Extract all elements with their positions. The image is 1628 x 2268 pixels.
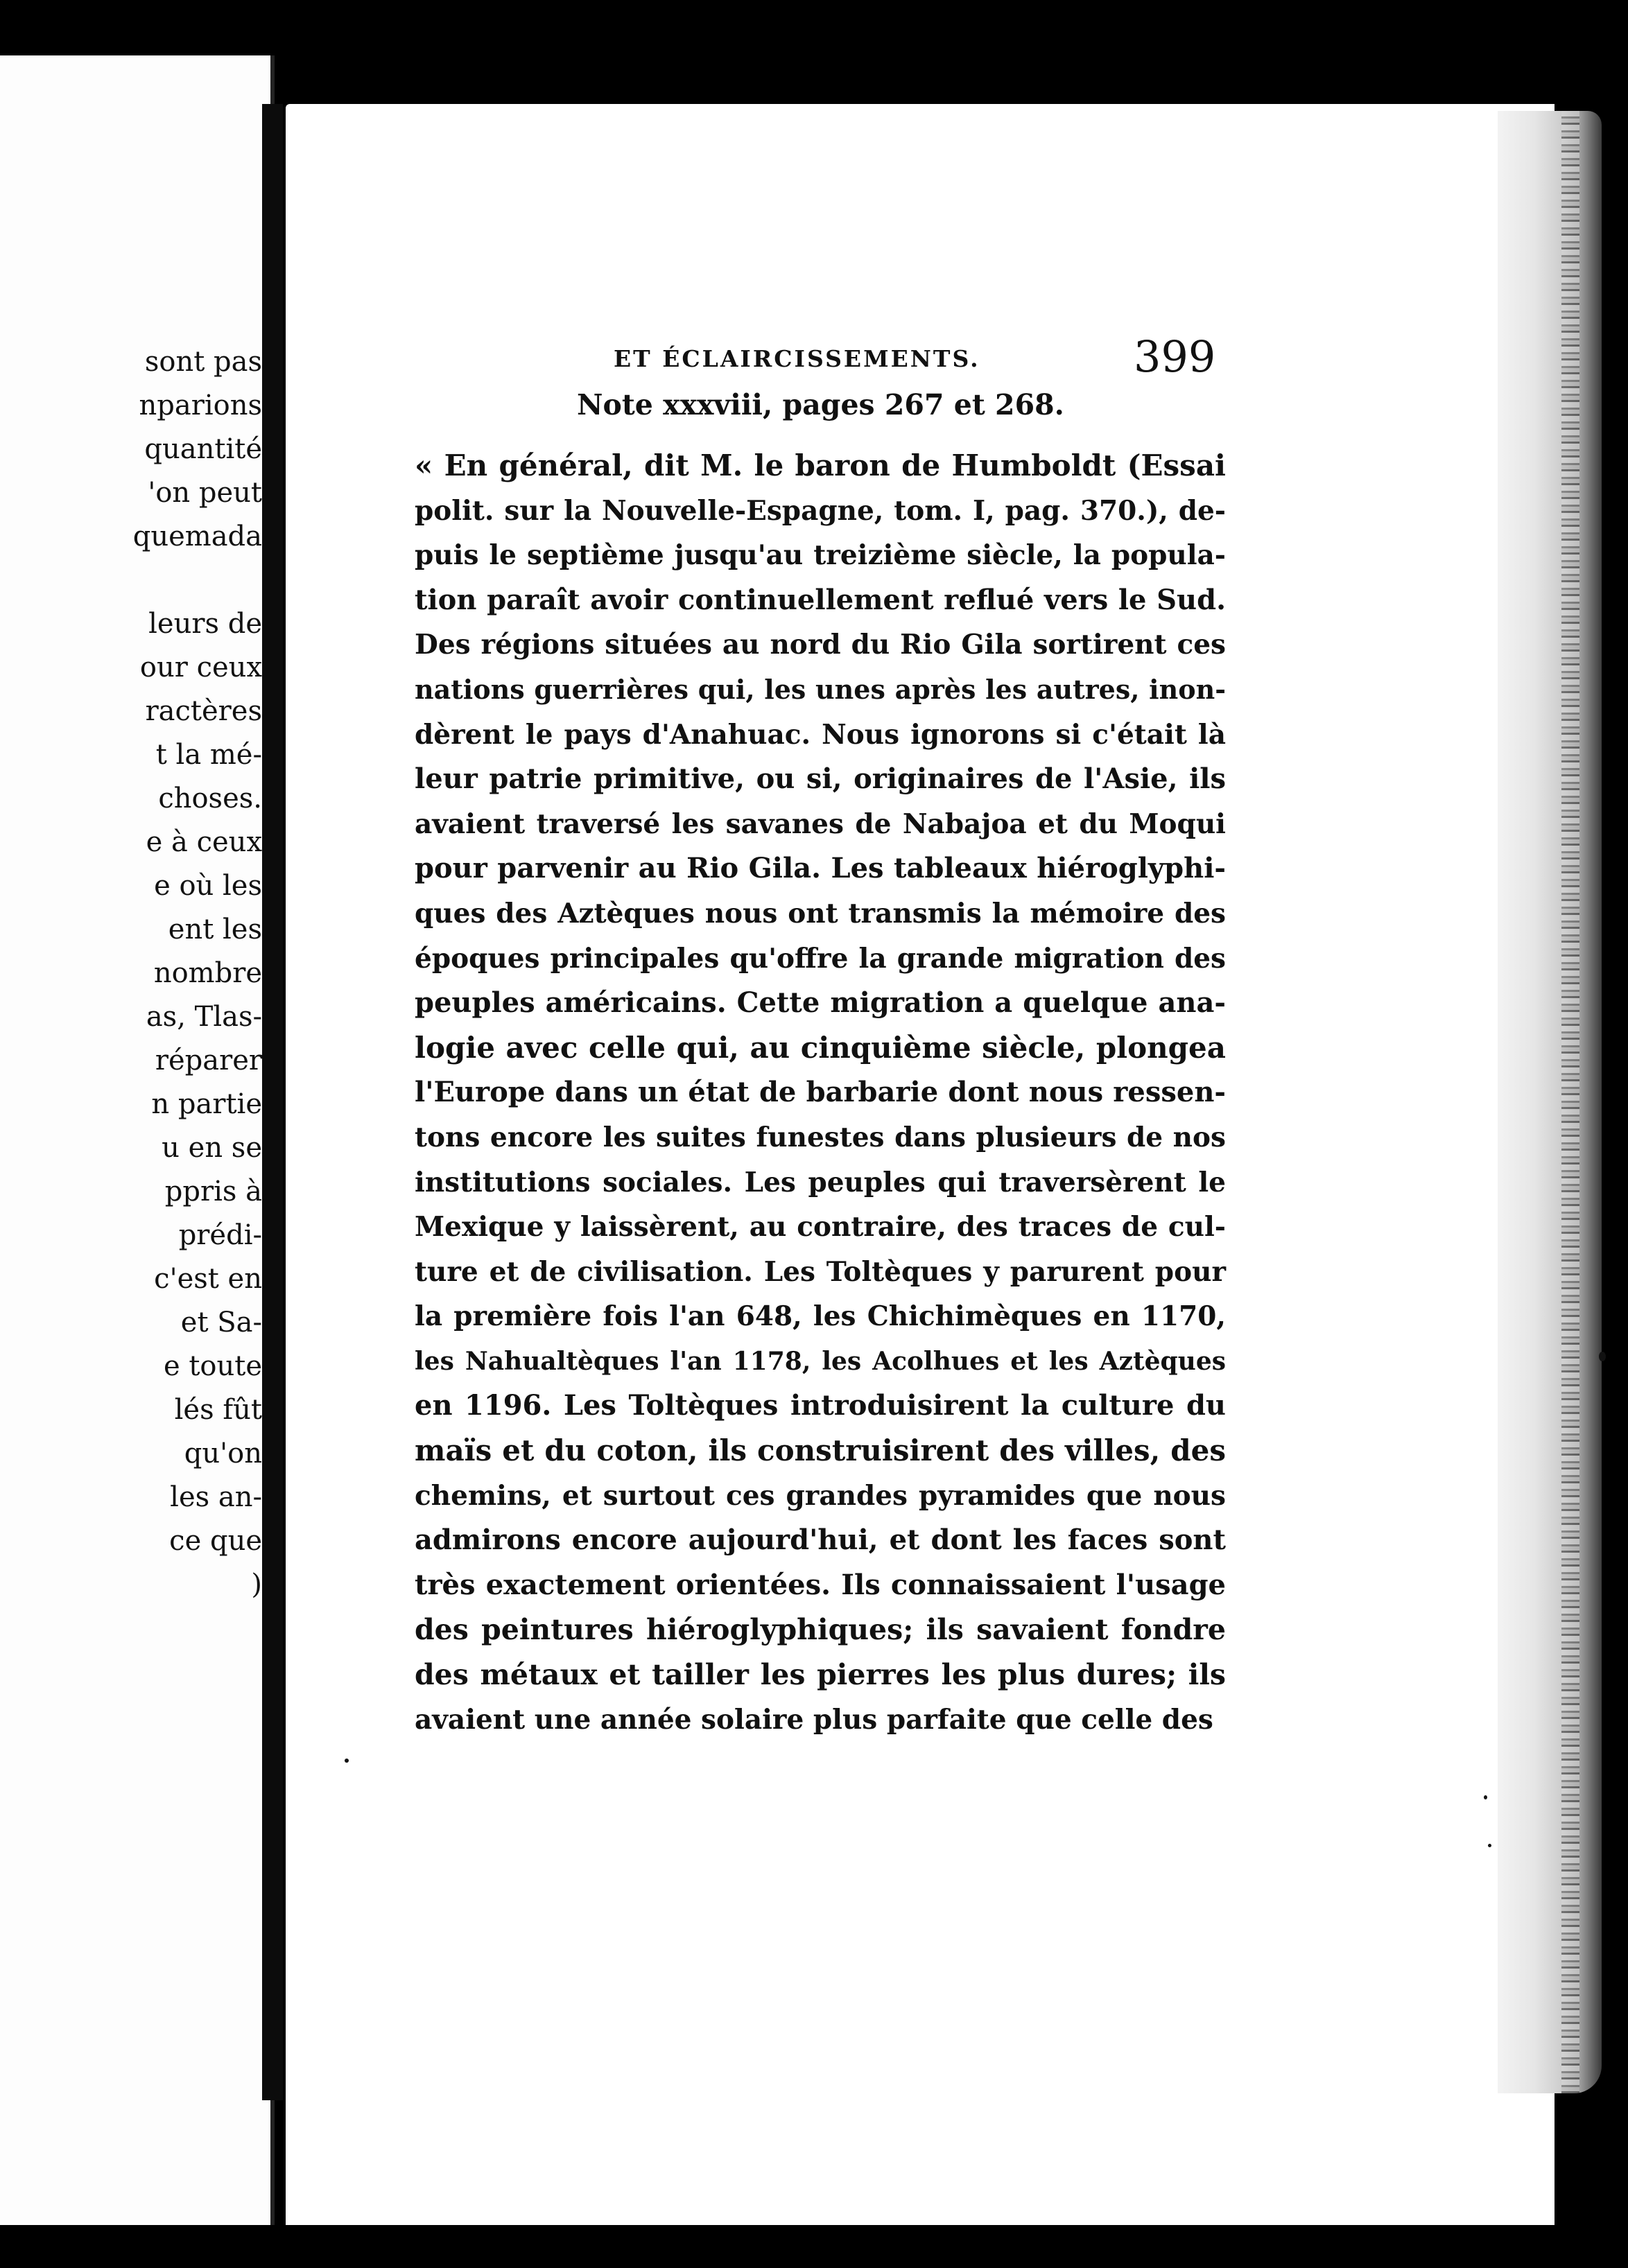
body-line: peuples américains. Cette migration a quelque ana- (415, 986, 1226, 1020)
running-title: ET ÉCLAIRCISSEMENTS. (614, 345, 980, 372)
body-line: ture et de civilisation. Les Toltèques y parurent pour (415, 1255, 1226, 1288)
body-line: tons encore les suites funestes dans plusieurs de nos (415, 1121, 1226, 1153)
body-line: la première fois l'an 648, les Chichimèques en 1170, (415, 1300, 1226, 1333)
left-page-fragment: t la mé- (155, 739, 262, 771)
body-line: l'Europe dans un état de barbarie dont nous ressen- (415, 1076, 1226, 1109)
body-line: ques des Aztèques nous ont transmis la mémoire des (415, 897, 1226, 930)
left-page-fragment: as, Tlas- (146, 1001, 262, 1033)
left-page-fragment: our ceux (139, 652, 262, 683)
left-page-fragment: leurs de (148, 608, 262, 640)
page-number: 399 (1134, 331, 1216, 382)
body-line: nations guerrières qui, les unes après les autres, inon- (415, 673, 1226, 705)
body-line: avaient traversé les savanes de Nabajoa et du Moqui (415, 808, 1226, 840)
ink-speck (1484, 1795, 1487, 1799)
left-page-fragment: ce que (169, 1525, 262, 1557)
body-line: des peintures hiéroglyphiques; ils savaient fondre (415, 1613, 1226, 1647)
body-line: polit. sur la Nouvelle-Espagne, tom. I, pag. 370.), de- (415, 494, 1226, 527)
left-page-fragment: ppris à (164, 1176, 262, 1207)
body-line: Des régions situées au nord du Rio Gila sortirent ces (415, 629, 1226, 661)
left-page-fragment: nombre (153, 957, 262, 989)
body-line: puis le septième jusqu'au treizième siècle, la popula- (415, 539, 1226, 572)
body-line: admirons encore aujourd'hui, et dont les faces sont (415, 1524, 1226, 1557)
note-title: Note xxxviii, pages 267 et 268. (577, 388, 1064, 421)
left-page-fragment: lés fût (174, 1394, 262, 1426)
left-page-fragment: nparions (139, 390, 262, 421)
body-line: dèrent le pays d'Anahuac. Nous ignorons si c'était là (415, 718, 1226, 751)
left-page-fragment: ) (251, 1569, 262, 1600)
body-line: tion paraît avoir continuellement reflué vers le Sud. (415, 583, 1226, 616)
body-line: maïs et du coton, ils construisirent des villes, des (415, 1433, 1226, 1468)
left-page-fragment: u en se (162, 1132, 262, 1164)
body-line: des métaux et tailler les pierres les plus dures; ils (415, 1658, 1226, 1692)
page-edge (1498, 111, 1602, 2093)
left-page-fragment: quemada (132, 521, 262, 552)
left-page-fragment: les an- (170, 1481, 262, 1513)
left-page-fragment: qu'on (184, 1438, 262, 1469)
body-line: « En général, dit M. le baron de Humboldt (Essai (415, 448, 1226, 482)
left-page-fragment: 'on peut (148, 477, 262, 509)
left-page-fragment: e toute (163, 1350, 262, 1382)
ink-speck (345, 1759, 349, 1763)
left-page-fragment: quantité (144, 433, 262, 465)
left-page-fragment: n partie (151, 1088, 262, 1120)
left-page-fragment: e à ceux (146, 826, 262, 858)
ink-speck (1599, 1352, 1606, 1361)
body-line: en 1196. Les Toltèques introduisirent la culture du (415, 1389, 1226, 1422)
left-page-fragment: sont pas (144, 346, 262, 378)
left-page-fragment: ractères (145, 695, 262, 727)
body-line: leur patrie primitive, ou si, originaires de l'Asie, ils (415, 762, 1226, 796)
left-page-fragment: et Sa- (180, 1307, 262, 1338)
book-gutter (262, 104, 283, 2100)
body-line: logie avec celle qui, au cinquième siècle, plongea (415, 1030, 1226, 1065)
left-page-fragment: e où les (154, 870, 262, 902)
left-page-fragment: c'est en (154, 1263, 262, 1295)
body-line: Mexique y laissèrent, au contraire, des traces de cul- (415, 1211, 1226, 1244)
body-line: époques principales qu'offre la grande migration des (415, 942, 1226, 975)
left-page-fragment: ent les (168, 914, 262, 945)
left-page-fragment: prédi- (178, 1219, 262, 1251)
body-line: les Nahualtèques l'an 1178, les Acolhues et les Aztèques (415, 1346, 1226, 1376)
body-text (415, 444, 1226, 1742)
left-page-fragment: choses. (158, 783, 262, 814)
body-line: chemins, et surtout ces grandes pyramides que nous (415, 1479, 1226, 1512)
ink-speck (1488, 1844, 1491, 1847)
body-line: avaient une année solaire plus parfaite que celle des (415, 1703, 1213, 1736)
body-line: pour parvenir au Rio Gila. Les tableaux hiéroglyphi- (415, 852, 1226, 885)
body-line: institutions sociales. Les peuples qui traversèrent le (415, 1166, 1226, 1198)
left-page (0, 55, 275, 2225)
page-edge-texture (1561, 111, 1579, 2093)
left-page-fragment: réparer (155, 1045, 262, 1076)
body-line: très exactement orientées. Ils connaissaient l'usage (415, 1568, 1226, 1601)
